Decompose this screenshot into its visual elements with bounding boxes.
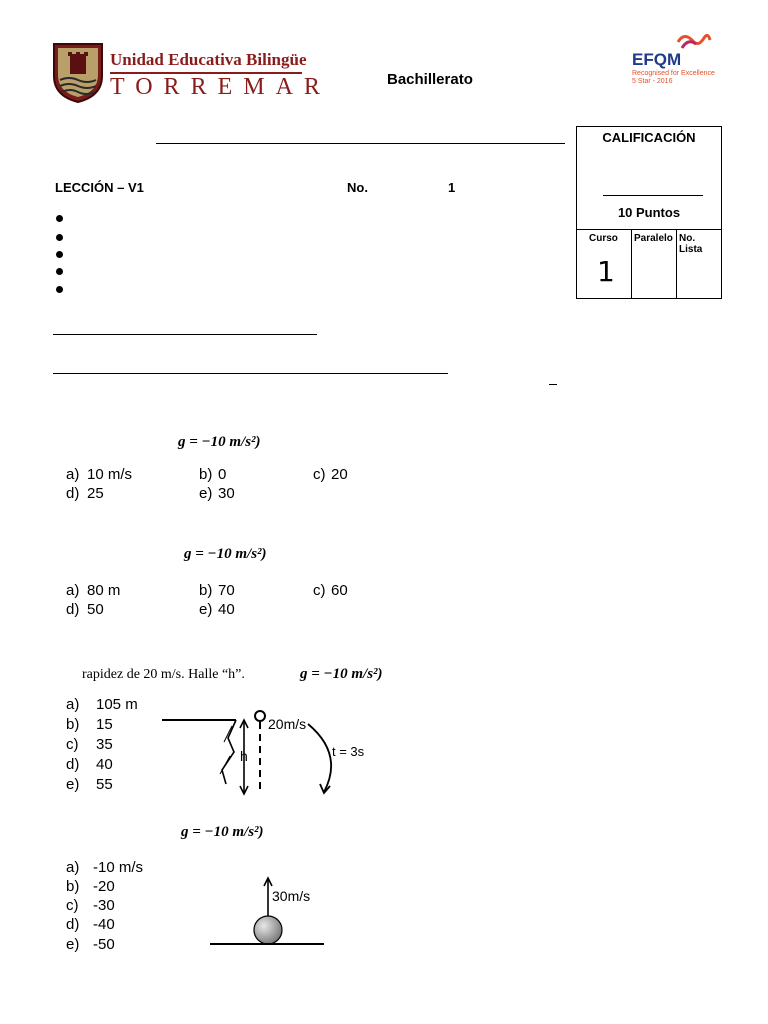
q1-option-b[interactable]: 0 — [218, 466, 227, 483]
ball-icon — [254, 916, 282, 944]
q3-option-b[interactable]: 15 — [96, 716, 113, 733]
q3-option-d[interactable]: 40 — [96, 756, 113, 773]
q3-figure — [160, 704, 390, 800]
grade-score-line[interactable] — [603, 195, 703, 196]
q1-option-d-letter: d) — [66, 485, 80, 502]
q4-option-c[interactable]: -30 — [93, 897, 115, 914]
q1-option-a[interactable]: 10 m/s — [87, 466, 133, 483]
q2-formula: g = −10 m/s²) — [184, 546, 267, 562]
q3-text: rapidez de 20 m/s. Halle “h”. — [82, 667, 245, 682]
answer-line — [53, 373, 448, 374]
bullet — [56, 251, 63, 258]
q3-speed-label: 20m/s — [268, 716, 307, 732]
q2-option-c[interactable]: 60 — [331, 582, 348, 599]
q3-option-a-letter: a) — [66, 696, 80, 713]
ball-icon — [255, 711, 265, 721]
efqm-ribbon-icon — [674, 30, 714, 52]
grade-col-divider — [631, 229, 632, 298]
q1-option-d[interactable]: 25 — [87, 485, 104, 502]
grade-points: 10 Puntos — [617, 205, 681, 220]
list-number-header: No. Lista — [679, 233, 703, 255]
q4-option-b[interactable]: -20 — [93, 878, 115, 895]
grade-box — [576, 126, 722, 299]
efqm-name: EFQM — [632, 50, 682, 69]
bullet — [56, 234, 63, 241]
q2-option-a-letter: a) — [66, 582, 80, 599]
time-arrow — [308, 724, 331, 792]
q3-option-c-letter: c) — [66, 736, 79, 753]
school-wordmark: TORREMAR — [110, 74, 331, 100]
efqm-star: 5 Star - 2016 — [632, 78, 673, 85]
shield-icon — [52, 42, 104, 104]
q4-speed-label: 30m/s — [272, 888, 311, 904]
efqm-logo — [632, 30, 722, 90]
q4-option-d-letter: d) — [66, 916, 80, 933]
q2-option-d-letter: d) — [66, 601, 80, 618]
q4-option-e[interactable]: -50 — [93, 936, 115, 953]
bullet — [56, 268, 63, 275]
q3-option-b-letter: b) — [66, 716, 80, 733]
q4-option-e-letter: e) — [66, 936, 80, 953]
short-mark — [549, 384, 557, 385]
q2-option-c-letter: c) — [313, 582, 326, 599]
q1-option-e[interactable]: 30 — [218, 485, 235, 502]
bullet — [56, 215, 63, 222]
grade-col-divider — [676, 229, 677, 298]
q3-time-label: t = 3s — [332, 744, 365, 759]
q4-option-b-letter: b) — [66, 878, 80, 895]
q4-option-c-letter: c) — [66, 897, 79, 914]
lesson-title: LECCIÓN – V1 — [55, 180, 144, 195]
q3-height-label: h — [240, 748, 248, 764]
efqm-recognition: Recognised for Excellence — [632, 70, 715, 77]
q2-option-a[interactable]: 80 m — [87, 582, 121, 599]
school-name: Unidad Educativa Bilingüe — [110, 50, 307, 69]
grade-table-divider — [577, 229, 721, 230]
q1-option-a-letter: a) — [66, 466, 80, 483]
q2-option-b[interactable]: 70 — [218, 582, 235, 599]
course-value: 1 — [597, 255, 615, 288]
q3-formula: g = −10 m/s²) — [300, 666, 383, 682]
course-header: Curso — [589, 233, 618, 244]
q2-option-e[interactable]: 40 — [218, 601, 235, 618]
q2-option-b-letter: b) — [199, 582, 213, 599]
q4-formula: g = −10 m/s²) — [181, 824, 264, 840]
cliff-face — [222, 720, 236, 784]
q4-option-a[interactable]: -10 m/s — [93, 859, 144, 876]
answer-line — [53, 334, 317, 335]
q3-option-e-letter: e) — [66, 776, 80, 793]
q1-option-c[interactable]: 20 — [331, 466, 348, 483]
q1-formula: g = −10 m/s²) — [178, 434, 261, 450]
q4-option-a-letter: a) — [66, 859, 80, 876]
launch-diagram — [208, 874, 328, 950]
school-logo — [52, 42, 104, 104]
lesson-no-value: 1 — [448, 180, 456, 195]
parallel-header: Paralelo — [634, 233, 673, 244]
lesson-no-label: No. — [347, 180, 368, 195]
q3-option-a[interactable]: 105 m — [96, 696, 138, 713]
grade-title: CALIFICACIÓN — [602, 130, 696, 145]
q1-option-c-letter: c) — [313, 466, 326, 483]
q2-option-e-letter: e) — [199, 601, 213, 618]
q4-figure — [208, 874, 328, 950]
q2-option-d[interactable]: 50 — [87, 601, 104, 618]
q4-option-d[interactable]: -40 — [93, 916, 115, 933]
q3-option-d-letter: d) — [66, 756, 80, 773]
bullet — [56, 286, 63, 293]
q3-option-e[interactable]: 55 — [96, 776, 113, 793]
level-title: Bachillerato — [387, 71, 473, 88]
q1-option-e-letter: e) — [199, 485, 213, 502]
q1-option-b-letter: b) — [199, 466, 213, 483]
name-line — [156, 143, 565, 144]
q3-option-c[interactable]: 35 — [96, 736, 113, 753]
